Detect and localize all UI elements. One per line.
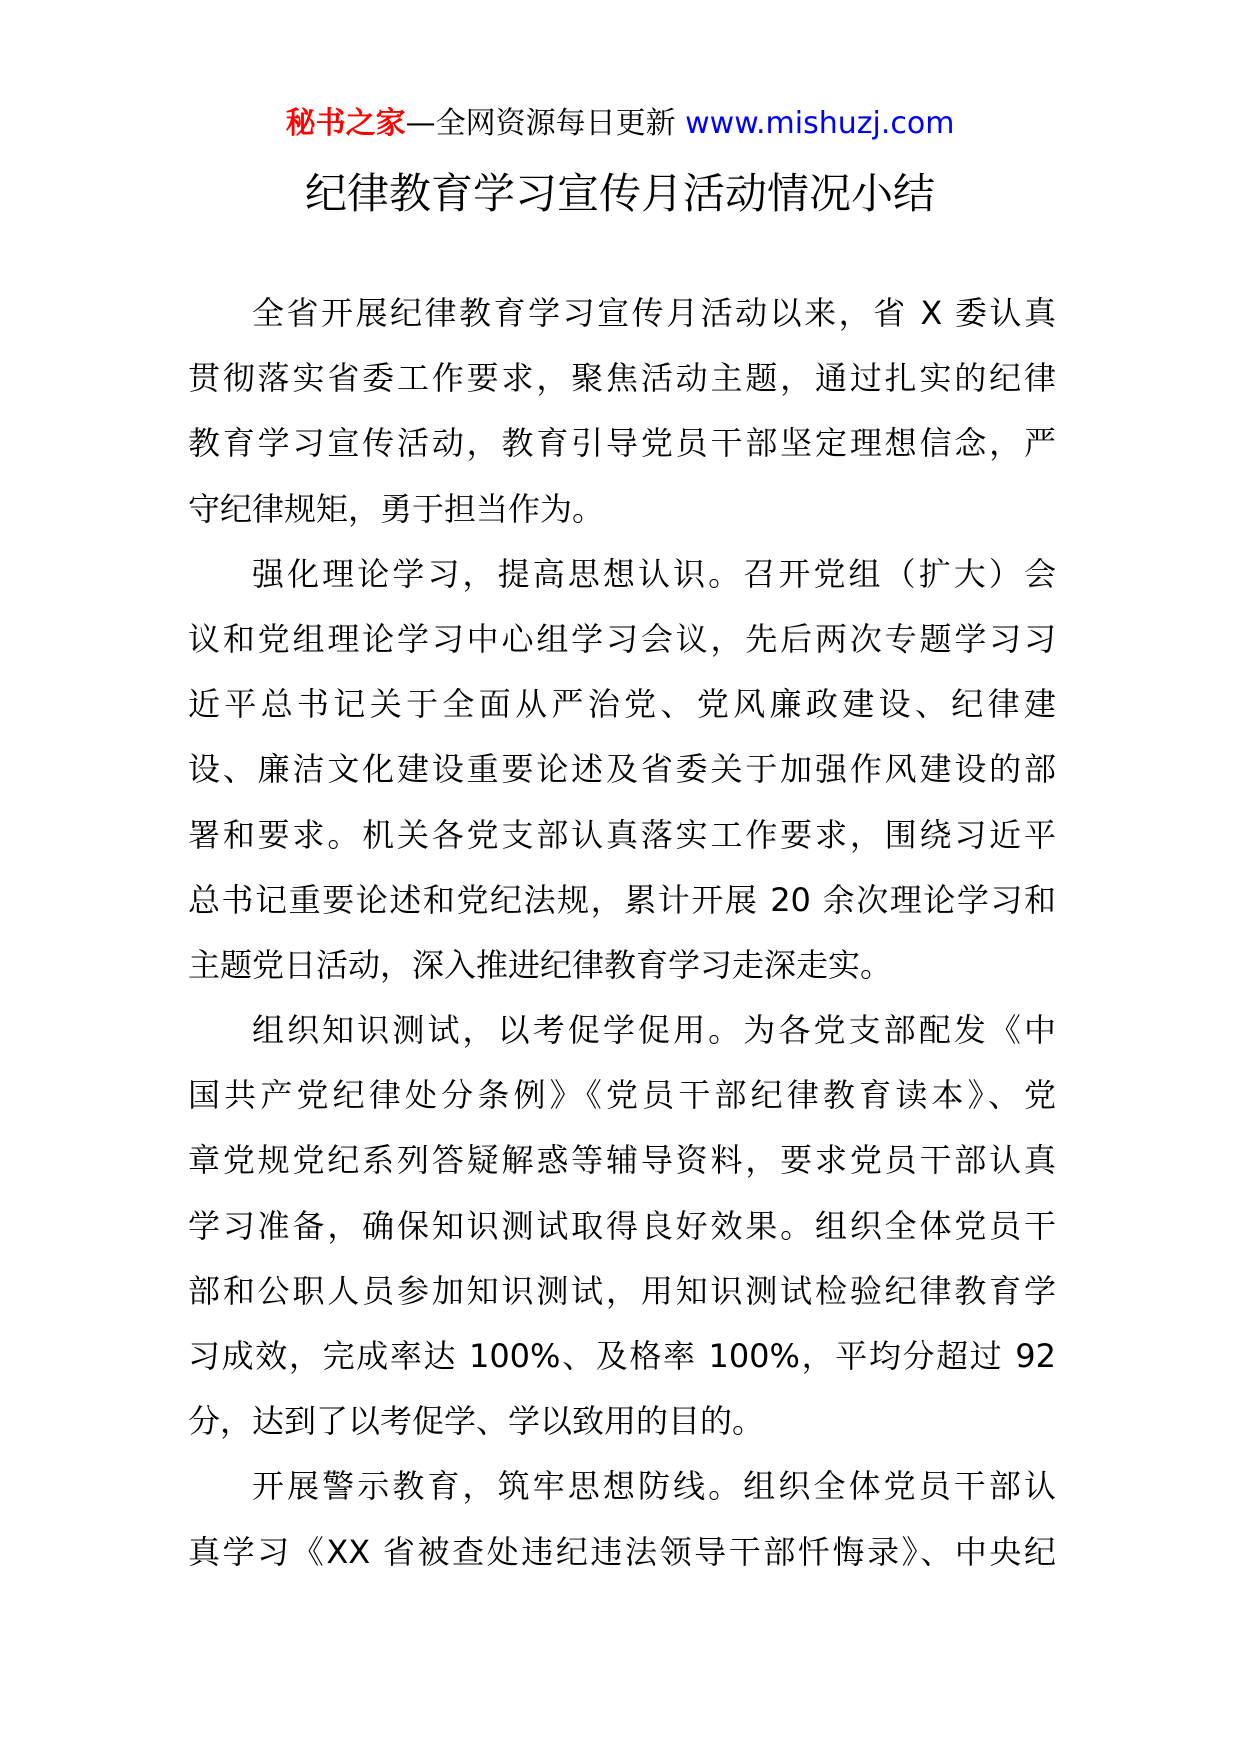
text-line: 主题党日活动，深入推进纪律教育学习走深走实。 bbox=[188, 945, 893, 984]
site-url-link[interactable]: www.mishuzj.com bbox=[685, 106, 955, 141]
site-header bbox=[0, 102, 1240, 146]
text-line: 学习准备，确保知识测试取得良好效果。组织全体党员干 bbox=[188, 1206, 1056, 1245]
text-line: 开展警示教育，筑牢思想防线。组织全体党员干部认 bbox=[252, 1467, 1056, 1506]
text-line: 国共产党纪律处分条例》《党员干部纪律教育读本》、党 bbox=[188, 1076, 1056, 1115]
text-line: 守纪律规矩，勇于担当作为。 bbox=[188, 489, 605, 528]
text-line: 近平总书记关于全面从严治党、党风廉政建设、纪律建 bbox=[188, 685, 1056, 724]
text-line: 组织知识测试，以考促学促用。为各党支部配发《中 bbox=[252, 1011, 1056, 1050]
document-title: 纪律教育学习宣传月活动情况小结 bbox=[304, 169, 935, 218]
text-line: 设、廉洁文化建设重要论述及省委关于加强作风建设的部 bbox=[188, 750, 1056, 789]
text-line: 分，达到了以考促学、学以致用的目的。 bbox=[188, 1402, 765, 1441]
text-line: 教育学习宣传活动，教育引导党员干部坚定理想信念，严 bbox=[188, 424, 1056, 463]
text-line: 总书记重要论述和党纪法规，累计开展 20 余次理论学习和 bbox=[188, 880, 1056, 919]
text-line: 贯彻落实省委工作要求，聚焦活动主题，通过扎实的纪律 bbox=[188, 359, 1056, 398]
text-line: 全省开展纪律教育学习宣传月活动以来，省 X 委认真 bbox=[252, 294, 1056, 332]
site-brand: 秘书之家 bbox=[285, 106, 406, 141]
text-line: 署和要求。机关各党支部认真落实工作要求，围绕习近平 bbox=[188, 815, 1056, 854]
text-line: 真学习《XX 省被查处违纪违法领导干部忏悔录》、中央纪 bbox=[188, 1532, 1056, 1571]
document-body bbox=[188, 291, 1056, 1595]
text-line: 强化理论学习，提高思想认识。召开党组（扩大）会 bbox=[252, 554, 1056, 593]
text-line: 议和党组理论学习中心组学习会议，先后两次专题学习习 bbox=[188, 619, 1056, 658]
text-line: 习成效，完成率达 100%、及格率 100%，平均分超过 92 bbox=[188, 1337, 1056, 1375]
text-line: 部和公职人员参加知识测试，用知识测试检验纪律教育学 bbox=[188, 1271, 1056, 1310]
text-line: 章党规党纪系列答疑解惑等辅导资料，要求党员干部认真 bbox=[188, 1141, 1056, 1180]
site-tagline: —全网资源每日更新 bbox=[405, 106, 686, 141]
